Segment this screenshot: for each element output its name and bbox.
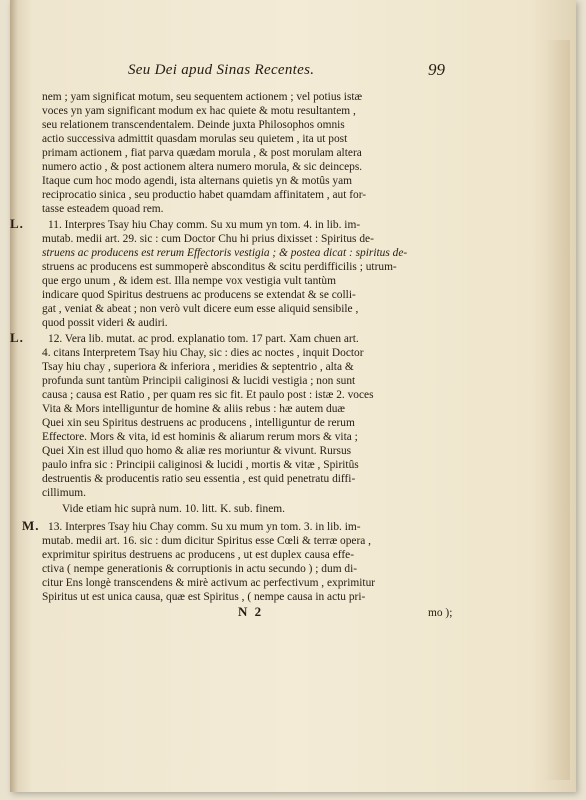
text-line: ctiva ( nempe generationis & corruptionis in actu secundo ) ; dum di- [42, 563, 358, 575]
text-line: Quei Xin est illud quo homo & aliæ res moriuntur & vivunt. Rursus [42, 445, 352, 457]
text-line: causa ; causa est Ratio , per quam res sic fit. Et paulo post : istæ 2. voces [42, 389, 374, 401]
text-line: mutab. medii art. 29. sic : cum Doctor Chu hi prius dixisset : Spiritus de- [42, 233, 374, 245]
text-line: reciprocatio sinica , seu productio habet quamdam affinitatem , aut for- [42, 189, 367, 201]
signature-mark: N 2 [238, 604, 264, 619]
text-line: citur Ens longè transcendens & mirè activum ac perfectivum , exprimitur [42, 577, 376, 589]
text-line: seu relationem transcendentalem. Deinde juxta Philosophos omnis [42, 119, 345, 131]
margin-mark: M. [22, 518, 40, 533]
margin-mark: L. [10, 330, 24, 345]
running-head [10, 62, 576, 86]
page-spine-shadow [10, 0, 18, 792]
text-line: tasse esteadem quoad rem. [42, 203, 164, 215]
text-line: Quei xin seu Spiritus destruens ac producens , intelliguntur de rerum [42, 417, 355, 429]
text-line: struens ac producens est summoperè absconditus & scitu perdifficilis ; utrum- [42, 261, 397, 273]
page-edge-stain [544, 40, 570, 780]
text-line: Vide etiam hic suprà num. 10. litt. K. sub. finem. [62, 503, 285, 515]
text-line: numero actio , & post actionem altera numero morula, & sic deinceps. [42, 161, 363, 173]
text-line: mo ); [428, 607, 453, 619]
text-line: 4. citans Interpretem Tsay hiu Chay, sic : dies ac noctes , inquit Doctor [42, 347, 364, 359]
text-line: cillimum. [42, 487, 86, 499]
text-line: struens ac producens est rerum Effectoris vestigia ; & postea dicat : spiritus de- [42, 247, 408, 259]
text-line: Tsay hiu chay , superiora & inferiora , meridies & septentrio , alta & [42, 361, 354, 373]
text-line: quod possit videri & audiri. [42, 317, 168, 329]
text-line: profunda sunt tantùm Principii caliginosi & lucidi vestigia ; non sunt [42, 375, 356, 387]
text-line: primam actionem , fiat parva quædam morula , & post morulam altera [42, 147, 362, 159]
book-page [10, 0, 576, 792]
margin-mark: L. [10, 216, 24, 231]
text-line: 12. Vera lib. mutat. ac prod. explanatio tom. 17 part. Xam chuen art. [48, 333, 359, 345]
text-line: gat , veniat & abeat ; non verò vult dicere eum esse aliquid sensibile , [42, 303, 359, 315]
text-line: mutab. medii art. 16. sic : dum dicitur Spiritus esse Cœli & terræ opera , [42, 535, 372, 547]
text-line: que ergo unum , & idem est. Illa nempe vox vestigia vult tantùm [42, 275, 336, 287]
text-line: exprimitur spiritus destruens ac producens , ut est duplex causa effe- [42, 549, 354, 561]
text-line: 13. Interpres Tsay hiu Chay comm. Su xu mum yn tom. 3. in lib. im- [48, 521, 361, 533]
text-line: Vita & Mors intelliguntur de homine & aliis rebus : hæ autem duæ [42, 403, 346, 415]
text-line: Itaque cum hoc modo agendi, ista alternans quietis yn & motûs yam [42, 175, 353, 187]
text-line: voces yn yam significant modum ex hac quiete & motu resultantem , [42, 105, 356, 117]
text-line: Effectore. Mors & vita, id est hominis & aliarum rerum mors & vita ; [42, 431, 358, 443]
text-line: actio successiva admittit quasdam morulas seu quietem , ita ut post [42, 133, 348, 145]
text-line: nem ; yam significat motum, seu sequentem actionem ; vel potius istæ [42, 91, 363, 103]
text-line: indicare quod Spiritus destruens ac producens se extendat & se colli- [42, 289, 356, 301]
running-title: Seu Dei apud Sinas Recentes. [128, 62, 315, 78]
text-line: Spiritus ut est unica causa, quæ est Spiritus , ( nempe causa in actu pri- [42, 591, 366, 603]
text-line: paulo infra sic : Principii caliginosi & lucidi , mortis & vitæ , Spiritûs [42, 459, 359, 471]
page-number: 99 [428, 60, 445, 79]
text-line: 11. Interpres Tsay hiu Chay comm. Su xu mum yn tom. 4. in lib. im- [48, 219, 361, 231]
text-line: destruentis & producentis ratio seu essentia , est quid penetratu diffi- [42, 473, 356, 485]
